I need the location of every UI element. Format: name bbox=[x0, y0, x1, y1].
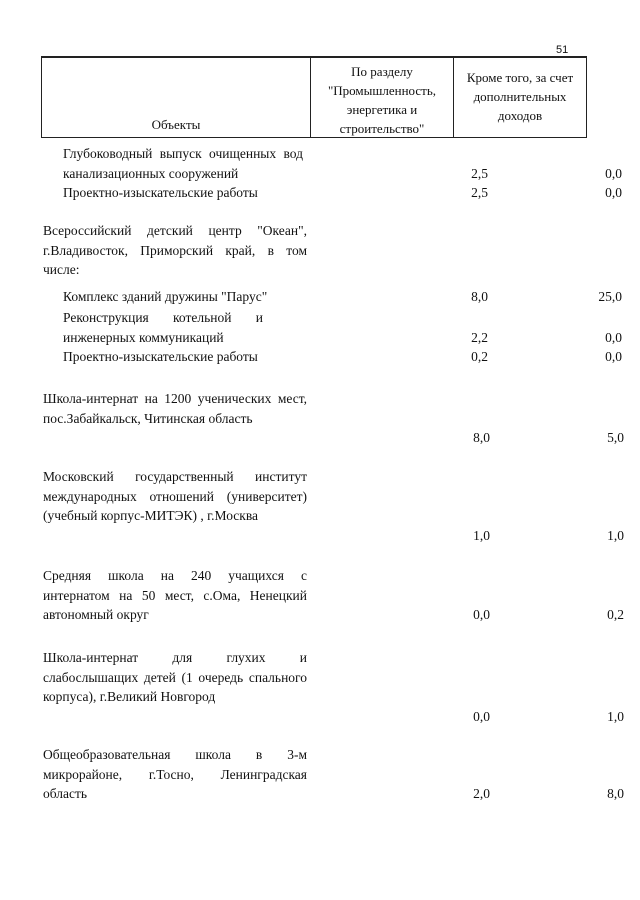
object-name: Московский государственный институт международных отношений (университет) (учебный корпус-МИТЭК) , г.Москва bbox=[43, 469, 307, 523]
object-name: Всероссийский детский центр "Океан", г.Владивосток, Приморский край, в том числе: bbox=[43, 223, 307, 277]
header-objects-label: Объекты bbox=[151, 117, 201, 132]
section-value: 2,0 bbox=[473, 786, 490, 801]
object-name: Проектно-изыскательские работы bbox=[63, 349, 258, 364]
section-value: 0,0 bbox=[473, 607, 490, 622]
page-number: 51 bbox=[556, 44, 569, 56]
object-name: Глубоководный выпуск очищенных вод канализационных сооружений bbox=[63, 146, 303, 181]
object-name: Школа-интернат для глухих и слабослышащих детей (1 очередь спального корпуса), г.Великий Новгород bbox=[43, 650, 307, 704]
section-value: 2,2 bbox=[471, 329, 488, 345]
additional-value: 0,0 bbox=[605, 185, 622, 200]
additional-value: 8,0 bbox=[607, 786, 624, 801]
section-value: 0,2 bbox=[471, 349, 488, 364]
header-objects-cell bbox=[42, 58, 311, 137]
section-value: 8,0 bbox=[473, 430, 490, 445]
header-additional-cell bbox=[454, 58, 586, 137]
object-name: Комплекс зданий дружины "Парус" bbox=[63, 289, 268, 304]
header-section-label: По разделу "Промышленность, энергетика и строительство" bbox=[327, 64, 437, 136]
additional-value: 5,0 bbox=[607, 430, 624, 445]
additional-value: 0,0 bbox=[605, 165, 622, 181]
additional-value: 0,0 bbox=[605, 329, 622, 345]
object-name: Школа-интернат на 1200 ученических мест, пос.Забайкальск, Читинская область bbox=[43, 391, 307, 426]
header-additional-label: Кроме того, за счет дополнительных доходов bbox=[466, 70, 574, 123]
section-value: 1,0 bbox=[473, 527, 490, 543]
additional-value: 25,0 bbox=[598, 289, 622, 304]
table-header bbox=[41, 56, 587, 138]
section-value: 8,0 bbox=[471, 289, 488, 304]
additional-value: 1,0 bbox=[607, 708, 624, 724]
section-value: 2,5 bbox=[471, 185, 488, 200]
additional-value: 0,2 bbox=[607, 607, 624, 622]
object-name: Общеобразовательная школа в 3-м микрорайоне, г.Тосно, Ленинградская область bbox=[43, 747, 307, 801]
object-name: Реконструкция котельной и инженерных коммуникаций bbox=[63, 310, 263, 345]
header-section-cell bbox=[311, 58, 454, 137]
additional-value: 0,0 bbox=[605, 349, 622, 364]
section-value: 0,0 bbox=[473, 708, 490, 724]
section-value: 2,5 bbox=[471, 165, 488, 181]
additional-value: 1,0 bbox=[607, 527, 624, 543]
object-name: Проектно-изыскательские работы bbox=[63, 185, 258, 200]
object-name: Средняя школа на 240 учащихся с интернатом на 50 мест, с.Ома, Ненецкий автономный округ bbox=[43, 568, 307, 622]
